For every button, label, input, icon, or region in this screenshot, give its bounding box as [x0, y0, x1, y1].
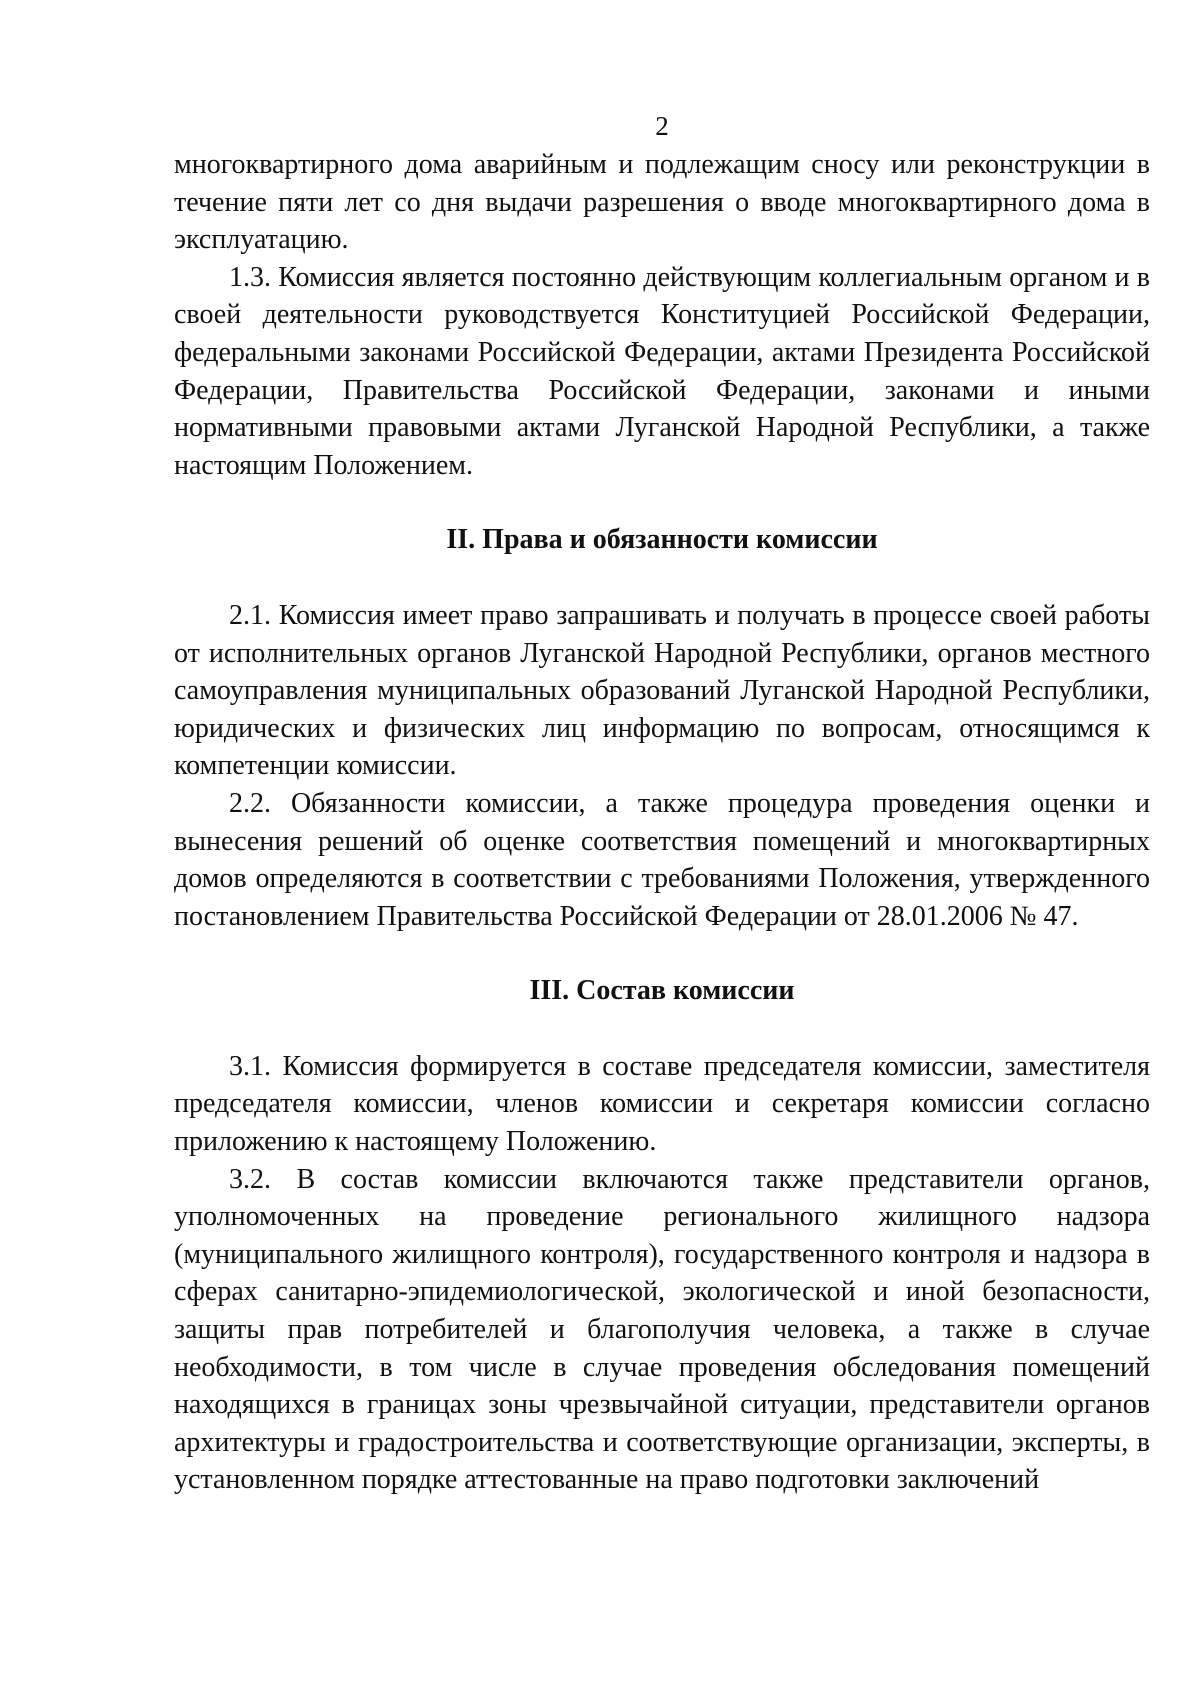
document-page [174, 112, 1150, 1499]
spacer [174, 1010, 1150, 1048]
paragraph-2-1: 2.1. Комиссия имеет право запрашивать и получать в процессе своей работы от исполнительных органов Луганской Народной Республики, органов местного самоуправления муниципальных образований Луганской Народной Республики, юридических и физических лиц информацию по вопросам, относящимся к компетенции комиссии. [174, 599, 1150, 782]
page-number: 2 [655, 111, 669, 141]
spacer [174, 935, 1150, 972]
section-heading-composition: III. Состав комиссии [529, 975, 795, 1007]
paragraph-2-2: 2.2. Обязанности комиссии, а также процедура проведения оценки и вынесения решений об оценке соответствия помещений и многоквартирных домов определяются в соответствии с требованиями Положения, утвержденного постановлением Правительства Российской Федерации от 28.01.2006 № 47. [174, 787, 1150, 932]
paragraph-continuation: многоквартирного дома аварийным и подлежащим сносу или реконструкции в течение пяти лет со дня выдачи разрешения о вводе многоквартирного дома в эксплуатацию. [174, 149, 1150, 256]
section-heading-rights: II. Права и обязанности комиссии [446, 524, 878, 556]
spacer [174, 559, 1150, 597]
spacer [174, 484, 1150, 521]
paragraph-3-2: 3.2. В состав комиссии включаются также представители органов, уполномоченных на проведение регионального жилищного надзора (муниципального жилищного контроля), государственного контроля и надзора в сферах санитарно-эпидемиологической, экологической и иной безопасности, защиты прав потребителей и благополучия человека, а также в случае необходимости, в том числе в случае проведения обследования помещений находящихся в границах зоны чрезвычайной ситуации, представители органов архитектуры и градостроительства и соответствующие организации, эксперты, в установленном порядке аттестованные на право подготовки заключений [174, 1163, 1150, 1496]
paragraph-1-3: 1.3. Комиссия является постоянно действующим коллегиальным органом и в своей деятельности руководствуется Конституцией Российской Федерации, федеральными законами Российской Федерации, актами Президента Российской Федерации, Правительства Российской Федерации, законами и иными нормативными правовыми актами Луганской Народной Республики, а также настоящим Положением. [174, 261, 1150, 481]
paragraph-3-1: 3.1. Комиссия формируется в составе председателя комиссии, заместителя председателя комиссии, членов комиссии и секретаря комиссии согласно приложению к настоящему Положению. [174, 1050, 1150, 1158]
